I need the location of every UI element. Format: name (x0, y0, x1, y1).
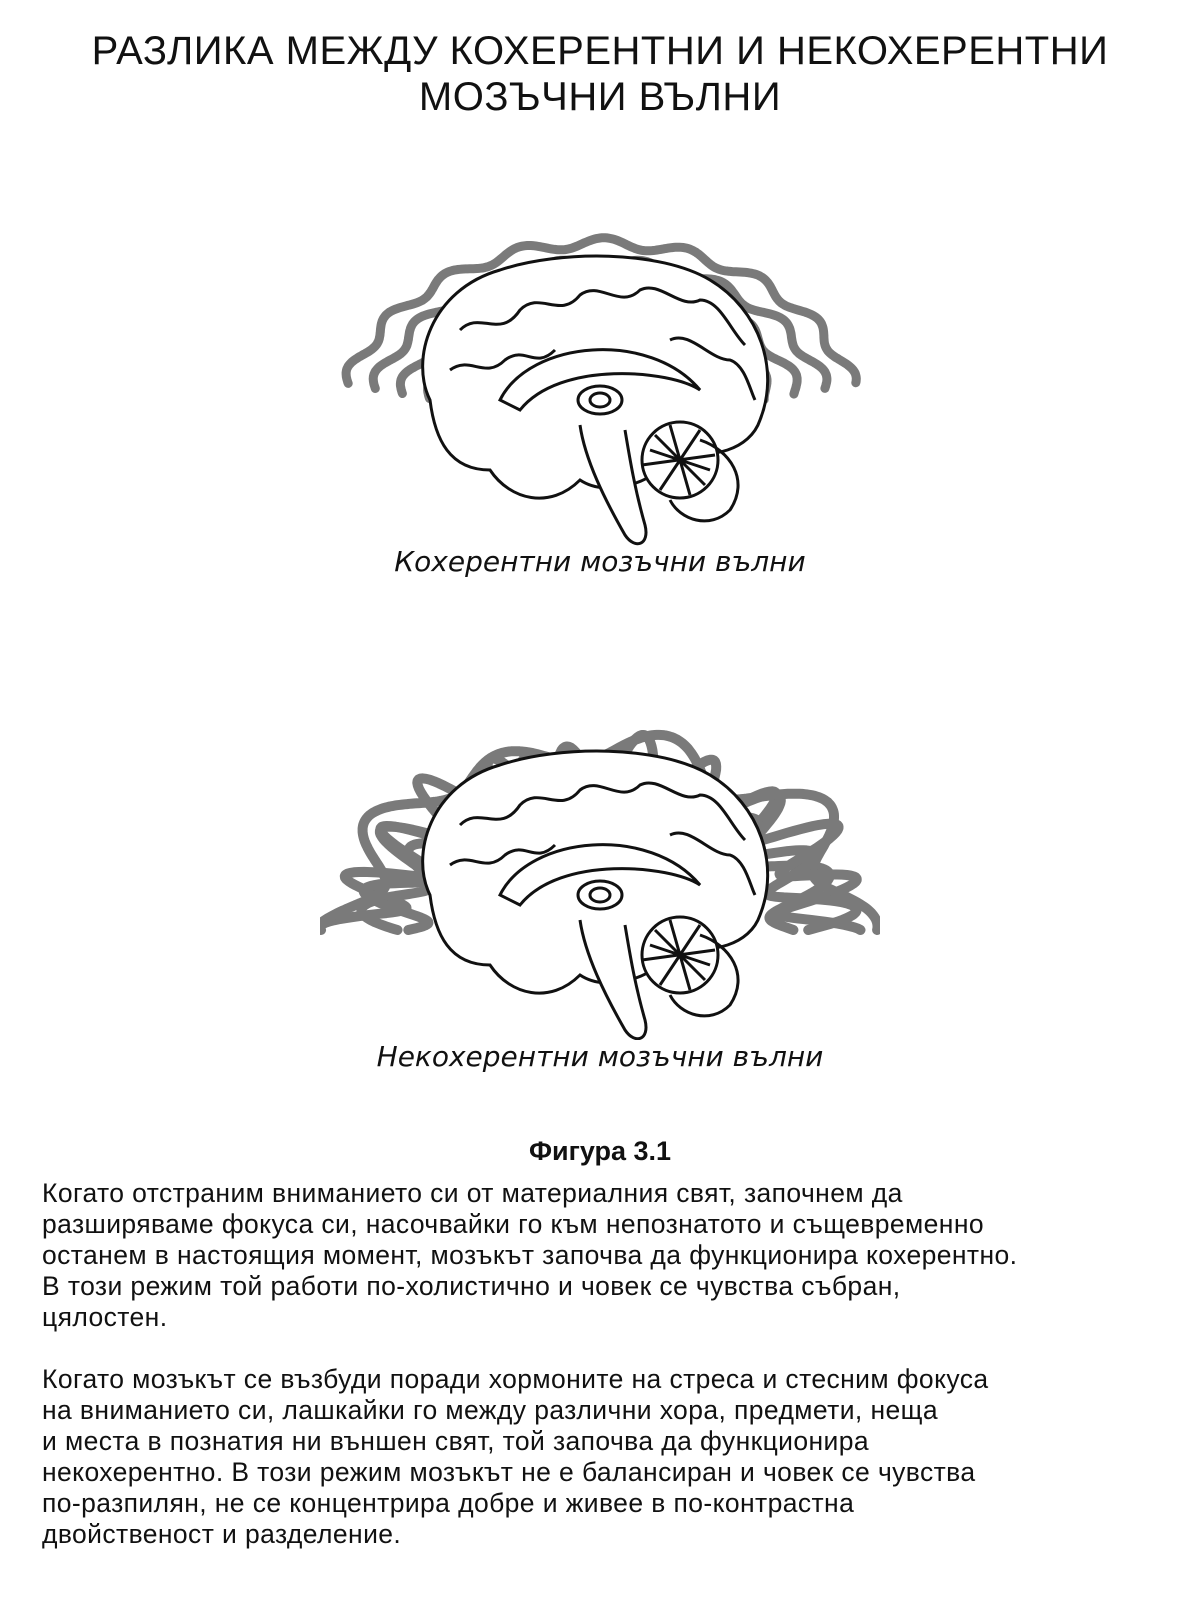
brain-outline-part (590, 888, 610, 902)
incoherent-illustration (320, 620, 880, 1040)
paragraph-line: останем в настоящия момент, мозъкът започва да функционира кохерентно. (42, 1240, 1018, 1270)
title-line-1: РАЗЛИКА МЕЖДУ КОХЕРЕНТНИ И НЕКОХЕРЕНТНИ (91, 29, 1109, 73)
brain-icon (423, 751, 768, 1039)
coherent-caption: Кохерентни мозъчни вълни (394, 545, 806, 578)
paragraph-line: В този режим той работи по-холистично и човек се чувства събран, (42, 1271, 901, 1301)
paragraph-line: на вниманието си, лашкайки го между различни хора, предмети, неща (42, 1395, 938, 1425)
paragraph-line: по-разпилян, не се концентрира добре и живее в по-контрастна (42, 1488, 855, 1518)
page-title (0, 28, 1200, 120)
title-line-2: МОЗЪЧНИ ВЪЛНИ (418, 75, 782, 119)
brain-icon (423, 256, 768, 544)
figure-label: Фигура 3.1 (528, 1136, 672, 1166)
coherent-illustration (320, 130, 880, 550)
coherent-figure (320, 130, 880, 550)
paragraph-2 (42, 1364, 1172, 1550)
paragraph-line: Когато отстраним вниманието си от материалния свят, започнем да (42, 1178, 903, 1208)
paragraph-line: Когато мозъкът се възбуди поради хормоните на стреса и стесним фокуса (42, 1364, 989, 1394)
paragraph-line: некохерентно. В този режим мозъкът не е балансиран и човек се чувства (42, 1457, 976, 1487)
incoherent-figure (320, 620, 880, 1040)
paragraph-1 (42, 1178, 1172, 1333)
paragraph-line: разширяваме фокуса си, насочвайки го към непознатото и същевременно (42, 1209, 984, 1239)
incoherent-caption: Некохерентни мозъчни вълни (376, 1040, 824, 1073)
brain-outline-part (590, 393, 610, 407)
paragraph-line: и места в познатия ни външен свят, той започва да функционира (42, 1426, 870, 1456)
paragraph-line: двойственост и разделение. (42, 1519, 402, 1549)
paragraph-line: цялостен. (42, 1302, 168, 1332)
